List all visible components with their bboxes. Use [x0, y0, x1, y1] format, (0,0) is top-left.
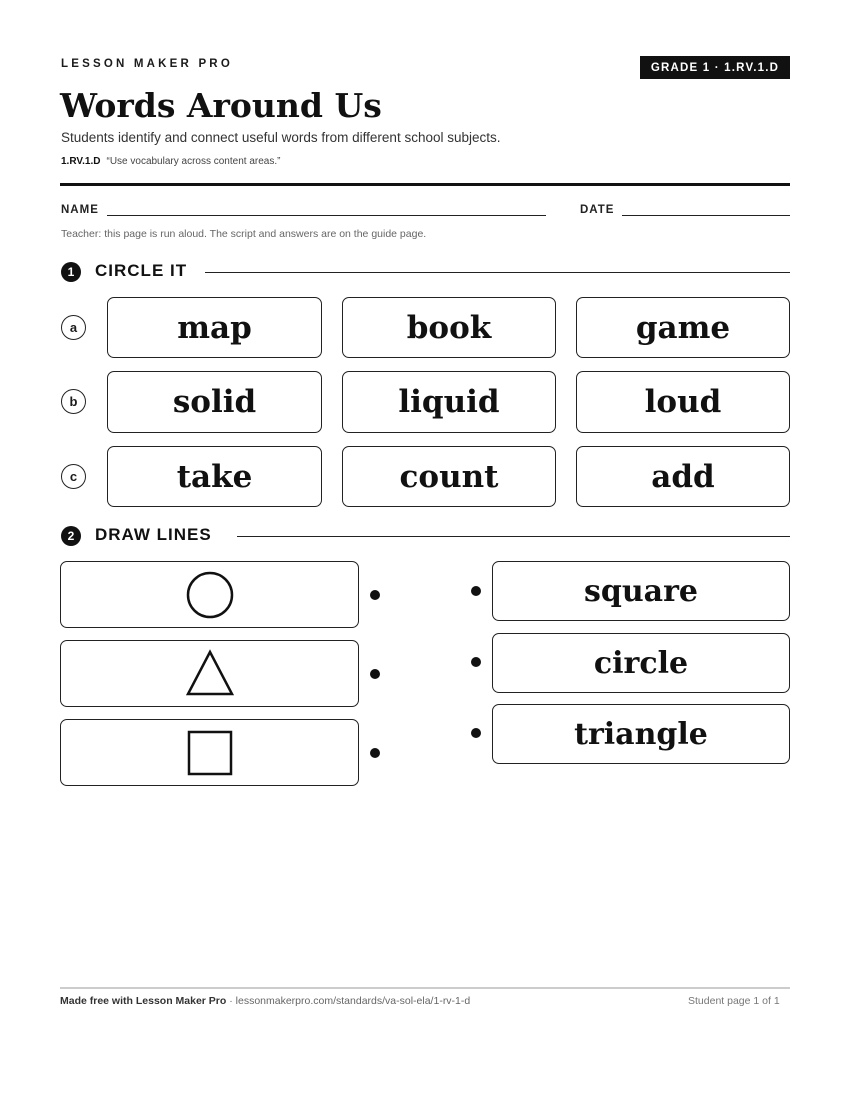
footer-divider — [60, 987, 790, 989]
triangle-icon — [185, 649, 235, 699]
square-icon — [185, 728, 235, 778]
footer-credit — [60, 995, 470, 1007]
standard-code: 1.RV.1.D — [61, 156, 101, 167]
brand-name: LESSON MAKER PRO — [61, 58, 233, 70]
page-title: Words Around Us — [60, 86, 382, 125]
section-2-number: 2 — [61, 526, 81, 546]
name-label: NAME — [61, 204, 99, 216]
word-card[interactable]: add — [576, 446, 790, 507]
circle-icon — [185, 570, 235, 620]
row-letter-c: c — [61, 464, 86, 489]
word-card[interactable]: solid — [107, 371, 322, 433]
section-1-title: CIRCLE IT — [95, 261, 188, 280]
teacher-note: Teacher: this page is run aloud. The script and answers are on the guide page. — [61, 228, 427, 240]
match-word-card[interactable]: circle — [492, 633, 790, 693]
match-word-card[interactable]: square — [492, 561, 790, 621]
word-card[interactable]: game — [576, 297, 790, 358]
word-card[interactable]: loud — [576, 371, 790, 433]
shape-card[interactable] — [60, 719, 359, 786]
word-card[interactable]: liquid — [342, 371, 556, 433]
footer-url[interactable]: · lessonmakerpro.com/standards/va-sol-ela/1-rv-1-d — [226, 995, 471, 1007]
match-dot-left[interactable] — [370, 590, 380, 600]
section-1-divider — [205, 272, 790, 273]
match-dot-left[interactable] — [370, 748, 380, 758]
match-dot-left[interactable] — [370, 669, 380, 679]
page-number: Student page 1 of 1 — [688, 995, 780, 1007]
standard-text: “Use vocabulary across content areas.” — [106, 156, 281, 167]
word-card[interactable]: map — [107, 297, 322, 358]
standard-line — [61, 156, 280, 167]
header-divider — [60, 183, 790, 186]
word-card[interactable]: take — [107, 446, 322, 507]
row-letter-a: a — [61, 315, 86, 340]
shape-card[interactable] — [60, 561, 359, 628]
match-dot-right[interactable] — [471, 657, 481, 667]
footer-made-with: Made free with Lesson Maker Pro — [60, 995, 227, 1007]
section-2-divider — [237, 536, 790, 537]
section-2-title: DRAW LINES — [95, 525, 212, 544]
section-1-number: 1 — [61, 262, 81, 282]
date-label: DATE — [580, 204, 615, 216]
word-card[interactable]: count — [342, 446, 556, 507]
page-subtitle: Students identify and connect useful words from different school subjects. — [61, 130, 501, 145]
name-field[interactable] — [107, 215, 546, 216]
date-field[interactable] — [622, 215, 790, 216]
shape-card[interactable] — [60, 640, 359, 707]
row-letter-b: b — [61, 389, 86, 414]
match-dot-right[interactable] — [471, 586, 481, 596]
match-word-card[interactable]: triangle — [492, 704, 790, 764]
match-dot-right[interactable] — [471, 728, 481, 738]
word-card[interactable]: book — [342, 297, 556, 358]
grade-badge: GRADE 1 · 1.RV.1.D — [640, 56, 790, 79]
